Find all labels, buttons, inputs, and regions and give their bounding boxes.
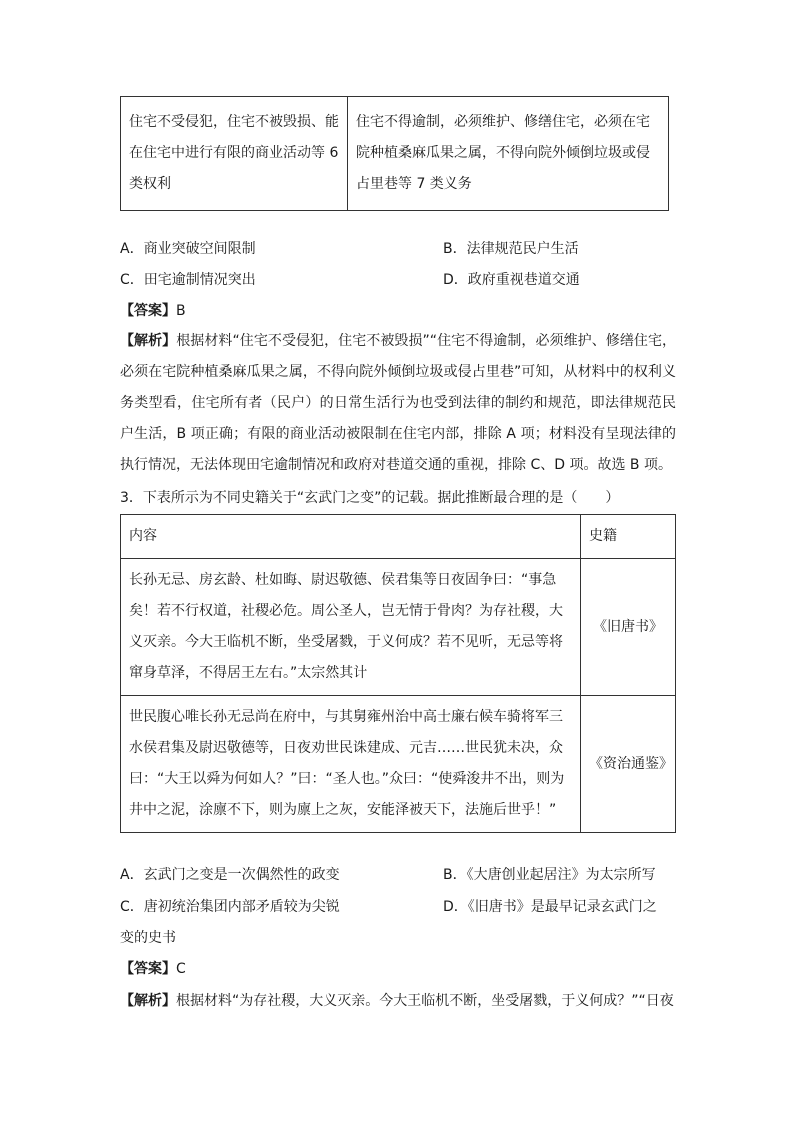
header-source: 史籍 bbox=[581, 515, 676, 559]
record-content: 世民腹心唯长孙无忌尚在府中，与其舅雍州治中高士廉右候车骑将军三水侯君集及尉迟敬德等，日夜劝世民诛建成、元吉……世民犹未决，众曰：“大王以舜为何如人？”曰：“圣人也。”众曰：“使舜浚井不出，则为井中之泥，涂廪不下，则为廪上之灰，安能泽被天下，法施后世乎！” bbox=[121, 696, 581, 833]
analysis-text: 根据材料“为存社稷，大义灭亲。今大王临机不断，坐受屠戮，于义何成？”“日夜 bbox=[176, 993, 674, 1009]
table-row bbox=[121, 696, 676, 833]
analysis-label: 【解析】 bbox=[120, 333, 177, 349]
q2-option-b: B．法律规范民户生活 bbox=[443, 241, 579, 257]
header-content: 内容 bbox=[121, 515, 581, 559]
record-source: 《资治通鉴》 bbox=[581, 696, 676, 833]
history-records-table bbox=[120, 514, 676, 833]
table-header-row bbox=[121, 515, 676, 559]
analysis-text: 根据材料“住宅不受侵犯，住宅不被毁损”“住宅不得逾制，必须维护、修缮住宅，必须在宅院种植桑麻瓜果之属，不得向院外倾倒垃圾或侵占里巷”可知，从材料中的权利义务类型看，住宅所有者（民户）的日常生活行为也受到法律的制约和规范，即法律规范民户生活，B 项正确；有限的商业活动被限制在住宅内部，排除 A 项；材料没有呈现法律的执行情况，无法体现田宅逾制情况和政府对巷道交通的重视，排除 C、D 项。故选 B 项。 bbox=[120, 333, 676, 473]
q2-analysis bbox=[120, 326, 676, 481]
answer-label: 【答案】 bbox=[120, 303, 176, 319]
answer-value: C bbox=[176, 961, 186, 977]
q2-answer bbox=[120, 301, 186, 321]
q3-option-c: C．唐初统治集团内部矛盾较为尖锐 bbox=[120, 899, 340, 915]
q2-option-c: C．田宅逾制情况突出 bbox=[120, 272, 256, 288]
record-source: 《旧唐书》 bbox=[581, 559, 676, 696]
q2-option-d: D．政府重视巷道交通 bbox=[443, 272, 580, 288]
table-row bbox=[121, 97, 669, 211]
rights-duties-table bbox=[120, 96, 669, 211]
q3-option-a: A．玄武门之变是一次偶然性的政变 bbox=[120, 867, 340, 883]
analysis-label: 【解析】 bbox=[120, 993, 176, 1009]
q3-option-d-continued: 变的史书 bbox=[120, 930, 176, 946]
duties-cell: 住宅不得逾制，必须维护、修缮住宅，必须在宅院种植桑麻瓜果之属，不得向院外倾倒垃圾或侵占里巷等 7 类义务 bbox=[348, 97, 669, 211]
rights-cell: 住宅不受侵犯，住宅不被毁损、能在住宅中进行有限的商业活动等 6 类权利 bbox=[121, 97, 348, 211]
q3-option-d: D．《旧唐书》是最早记录玄武门之 bbox=[443, 899, 657, 915]
answer-value: B bbox=[176, 303, 186, 319]
q3-answer bbox=[120, 959, 186, 979]
q3-stem: 3．下表所示为不同史籍关于“玄武门之变”的记载。据此推断最合理的是（ ） bbox=[120, 490, 620, 506]
q3-analysis bbox=[120, 991, 674, 1011]
q3-option-b: B．《大唐创业起居注》为太宗所写 bbox=[443, 867, 656, 883]
answer-label: 【答案】 bbox=[120, 961, 176, 977]
record-content: 长孙无忌、房玄龄、杜如晦、尉迟敬德、侯君集等日夜固争曰：“事急矣！若不行权道，社稷必危。周公圣人，岂无情于骨肉？为存社稷，大义灭亲。今大王临机不断，坐受屠戮，于义何成？若不见听，无忌等将窜身草泽，不得居王左右。”太宗然其计 bbox=[121, 559, 581, 696]
q2-option-a: A．商业突破空间限制 bbox=[120, 241, 256, 257]
table-row bbox=[121, 559, 676, 696]
